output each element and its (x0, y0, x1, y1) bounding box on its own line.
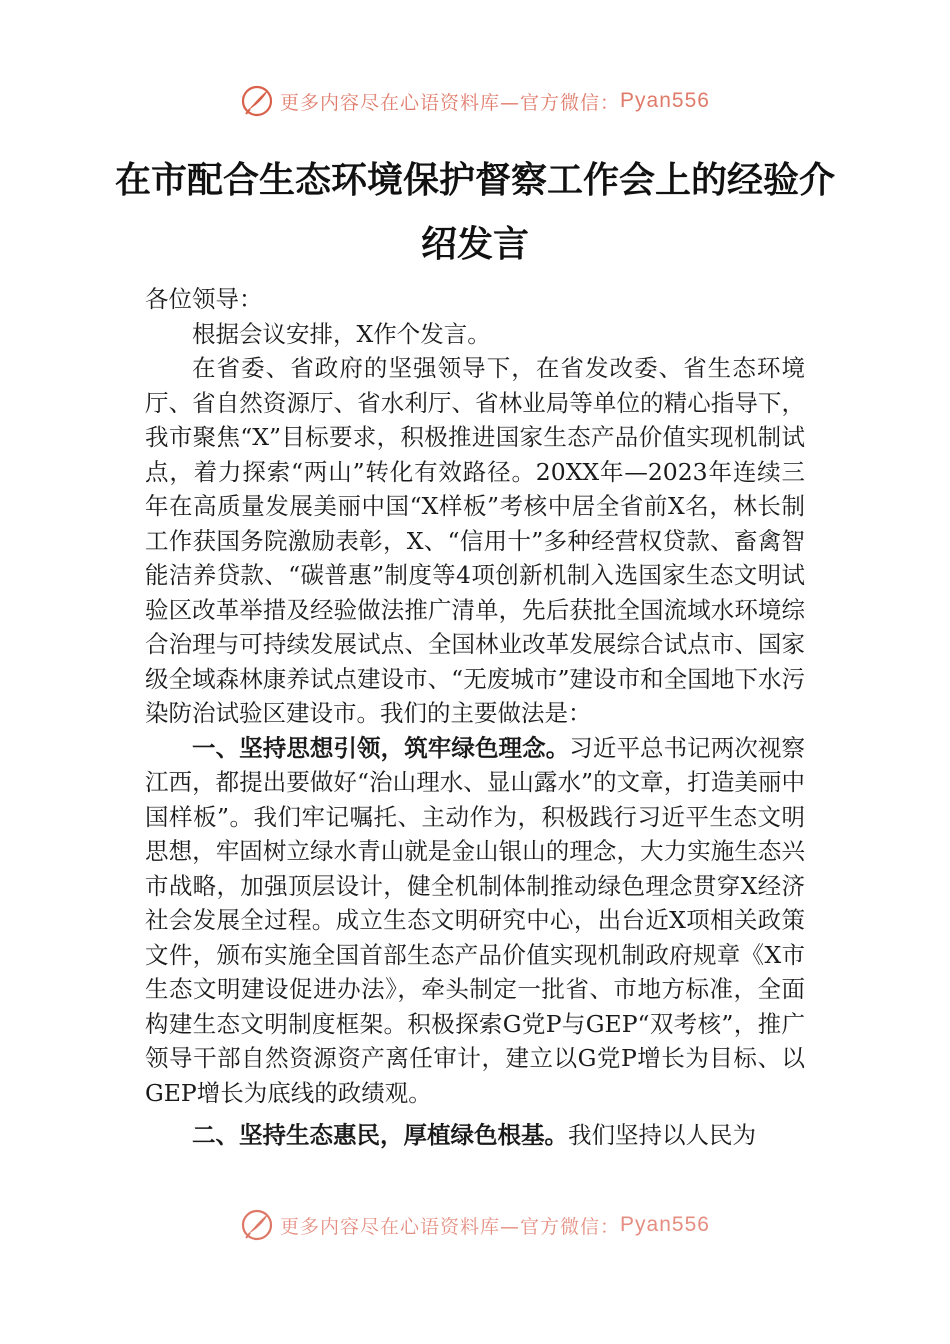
document-title: 在市配合生态环境保护督察工作会上的经验介绍发言 (114, 159, 835, 265)
watermark-header (0, 84, 950, 118)
paragraph-section-2: 二、坚持生态惠民，厚植绿色根基。我们坚持以人民为 (192, 1121, 756, 1149)
watermark-text: 更多内容尽在心语资料库—官方微信： (280, 91, 621, 114)
paragraph-intro: 根据会议安排，X作个发言。 (192, 319, 491, 348)
watermark-wechat-id: Pyan556 (620, 1213, 710, 1236)
paragraph-section-1: 一、坚持思想引领，筑牢绿色理念。习近平总书记两次视察江西，都提出要做好“治山理水、显山露水”的文章，打造美丽中国样板”。我们牢记嘱托、主动作为，积极践行习近平生态文明思想，牢固树立绿水青山就是金山银山的理念，大力实施生态兴市战略，加强顶层设计，健全机制体制推动绿色理念贯穿X经济社会发展全过程。成立生态文明研究中心，出台近X项相关政策文件，颁布实施全国首部生态产品价值实现机制政府规章《X市生态文明建设促进办法》，牵头制定一批省、市地方标准，全面构建生态文明制度框架。积极探索G党P与GEP“双考核”，推广领导干部自然资源资产离任审计，建立以G党P增长为目标、以GEP增长为底线的政绩观。 (145, 733, 806, 1107)
watermark-text: 更多内容尽在心语资料库—官方微信： (280, 1215, 621, 1238)
section-heading-1: 一、坚持思想引领，筑牢绿色理念。 (192, 733, 570, 762)
section-heading-2: 二、坚持生态惠民，厚植绿色根基。 (192, 1121, 568, 1149)
feather-pen-logo-icon (240, 1208, 274, 1242)
salutation: 各位领导： (145, 285, 263, 313)
watermark-wechat-id: Pyan556 (620, 89, 710, 112)
document-body (145, 282, 805, 1153)
watermark-footer (0, 1208, 950, 1242)
feather-pen-logo-icon (240, 84, 274, 118)
paragraph-overview: 在省委、省政府的坚强领导下，在省发改委、省生态环境厅、省自然资源厅、省水利厅、省林业局等单位的精心指导下，我市聚焦“X”目标要求，积极推进国家生态产品价值实现机制试点，着力探索“两山”转化有效路径。20XX年—2023年连续三年在高质量发展美丽中国“X样板”考核中居全省前X名，林长制工作获国务院激励表彰，X、“信用十”多种经营权贷款、畜禽智能洁养贷款、“碳普惠”制度等4项创新机制入选国家生态文明试验区改革举措及经验做法推广清单，先后获批全国流域水环境综合治理与可持续发展试点、全国林业改革发展综合试点市、国家级全域森林康养试点建设市、“无废城市”建设市和全国地下水污染防治试验区建设市。我们的主要做法是： (145, 354, 805, 727)
